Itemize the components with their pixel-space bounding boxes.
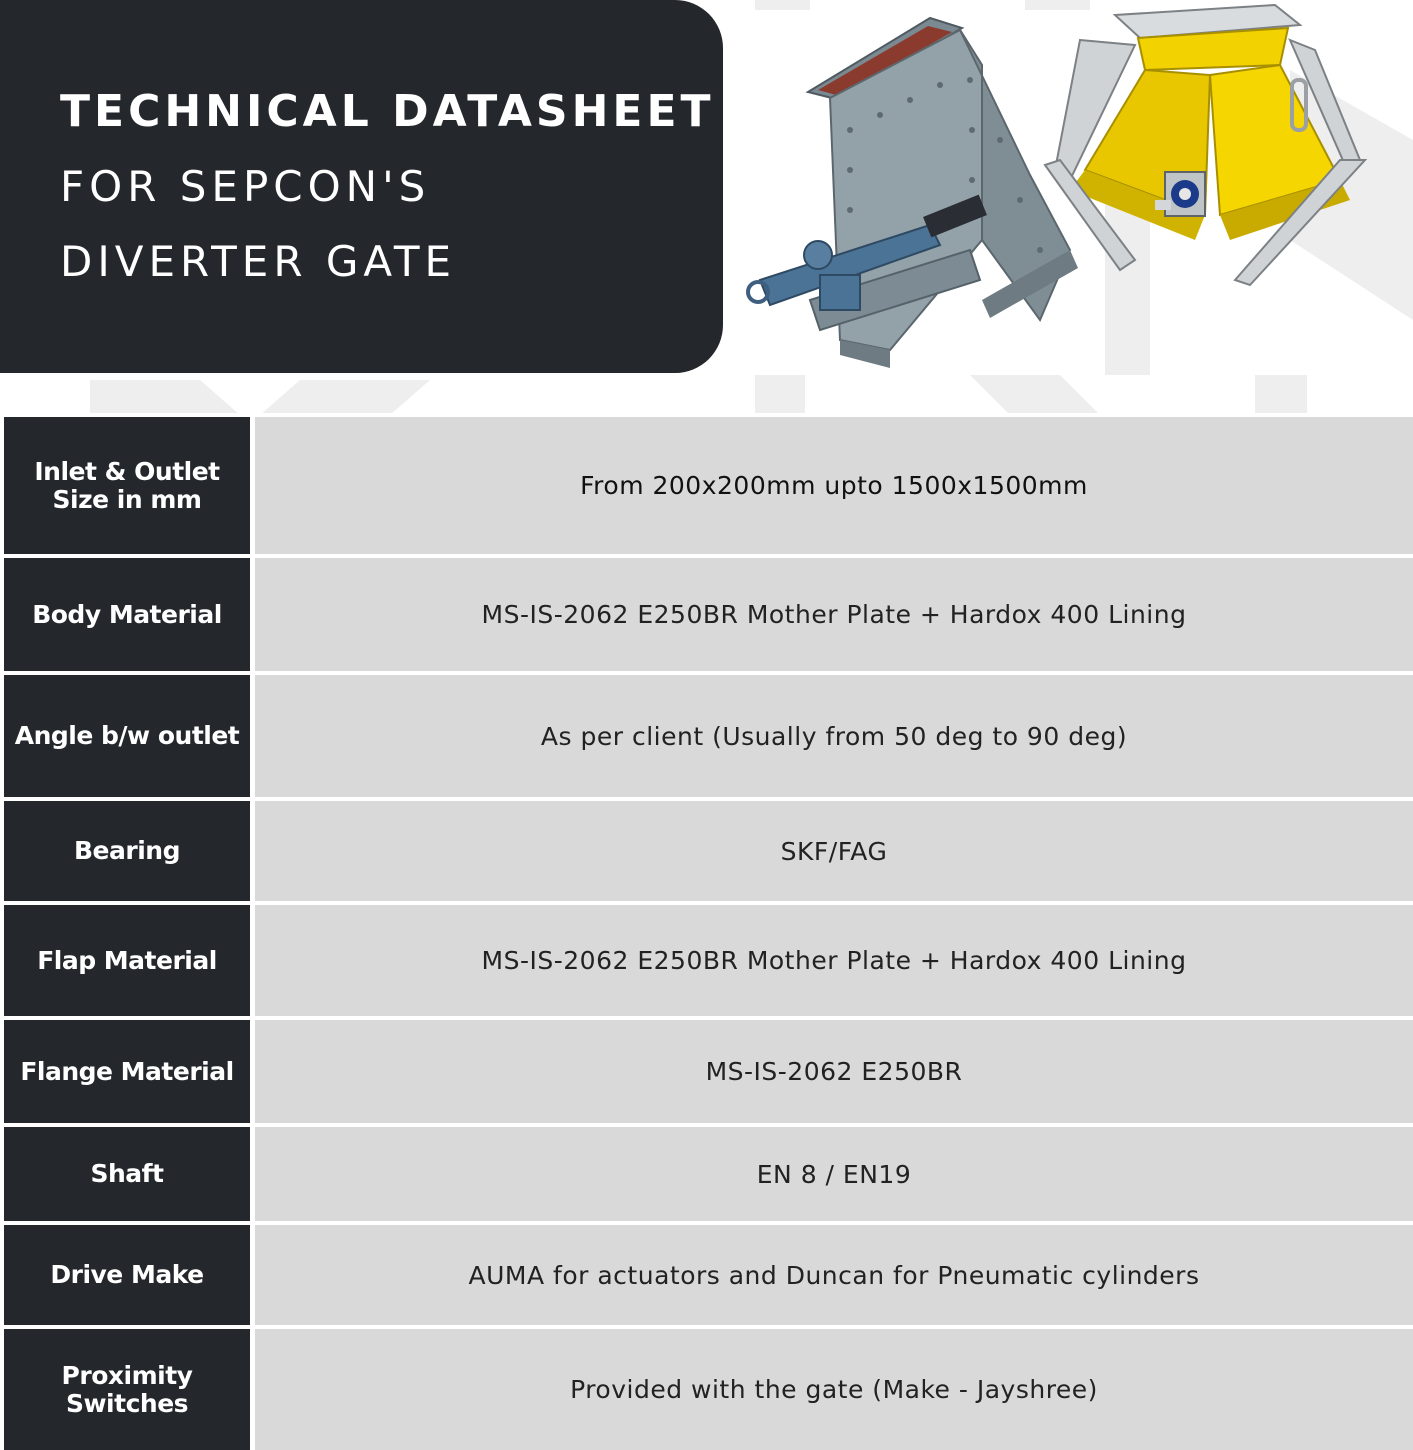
spec-value: As per client (Usually from 50 deg to 90 deg) [255,675,1413,797]
spec-row-inlet-outlet-size [0,417,1413,554]
spec-row-shaft [0,1127,1413,1221]
spec-value: SKF/FAG [255,801,1413,901]
spec-row-body-material [0,558,1413,671]
spec-label: Flap Material [4,905,250,1016]
title-line-3: DIVERTER GATE [60,237,457,286]
spec-row-proximity-switches [0,1329,1413,1450]
spec-row-flange-material [0,1020,1413,1123]
spec-label: Flange Material [4,1020,250,1123]
spec-label: Body Material [4,558,250,671]
spec-value: Provided with the gate (Make - Jayshree) [255,1329,1413,1450]
product-images [740,0,1413,410]
yellow-diverter-gate-image [1045,5,1365,285]
title-line-1: TECHNICAL DATASHEET [60,86,715,137]
spec-row-flap-material [0,905,1413,1016]
spec-label: Bearing [4,801,250,901]
title-panel [0,0,723,373]
spec-row-drive-make [0,1225,1413,1325]
spec-row-angle-between-outlet [0,675,1413,797]
spec-row-bearing [0,801,1413,901]
spec-value: MS-IS-2062 E250BR Mother Plate + Hardox 400 Lining [255,558,1413,671]
title-line-2: FOR SEPCON'S [60,162,431,211]
spec-label: Drive Make [4,1225,250,1325]
spec-table [0,413,1413,1450]
spec-label: Proximity Switches [4,1329,250,1450]
spec-value: EN 8 / EN19 [255,1127,1413,1221]
spec-label: Angle b/w outlet [4,675,250,797]
spec-value: AUMA for actuators and Duncan for Pneumatic cylinders [255,1225,1413,1325]
spec-label: Shaft [4,1127,250,1221]
spec-value: MS-IS-2062 E250BR [255,1020,1413,1123]
spec-value: From 200x200mm upto 1500x1500mm [255,417,1413,554]
spec-value: MS-IS-2062 E250BR Mother Plate + Hardox 400 Lining [255,905,1413,1016]
actuated-diverter-gate-image [748,18,1078,368]
spec-label: Inlet & Outlet Size in mm [4,417,250,554]
